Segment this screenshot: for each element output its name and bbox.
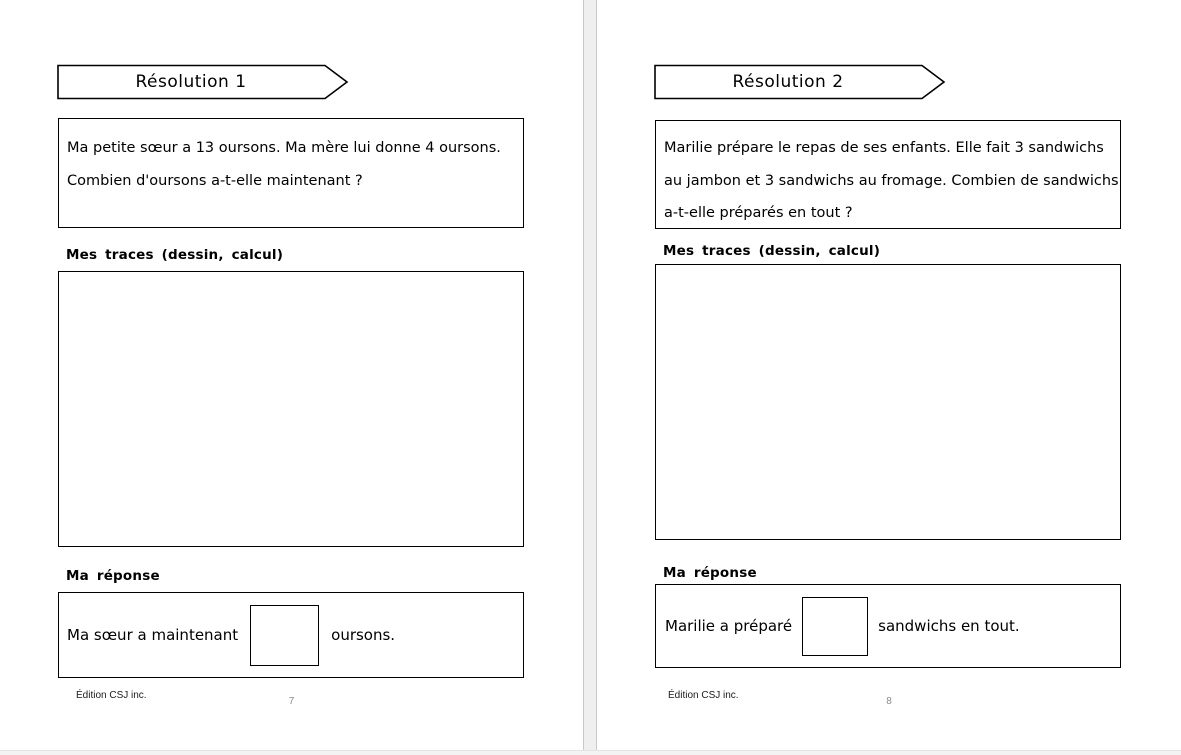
resolution-2-title-banner	[654, 64, 946, 100]
traces-work-area[interactable]	[655, 264, 1121, 540]
answer-fill-in-field[interactable]	[250, 605, 319, 666]
answer-section-label: Ma réponse	[663, 565, 757, 581]
edition-credit: Édition CSJ inc.	[76, 690, 147, 701]
problem-text-line: au jambon et 3 sandwichs au fromage. Combien de sandwichs	[664, 172, 1119, 189]
traces-section-label: Mes traces (dessin, calcul)	[66, 247, 284, 263]
worksheet-page-7	[0, 0, 583, 750]
edition-credit: Édition CSJ inc.	[668, 690, 739, 701]
page-title: Résolution 2	[732, 71, 844, 92]
answer-suffix-text: sandwichs en tout.	[878, 617, 1020, 635]
problem-text-line: a-t-elle préparés en tout ?	[664, 205, 853, 221]
problem-text-line: Combien d'oursons a-t-elle maintenant ?	[67, 173, 363, 189]
problem-text-line: Ma petite sœur a 13 oursons. Ma mère lui donne 4 oursons.	[67, 140, 501, 156]
page-number: 8	[886, 696, 892, 707]
page-title: Résolution 1	[135, 71, 247, 92]
problem-statement-box	[655, 120, 1121, 229]
traces-work-area[interactable]	[58, 271, 524, 547]
answer-prefix-text: Marilie a préparé	[665, 617, 793, 635]
worksheet-page-8	[597, 0, 1181, 750]
page-gap-separator	[583, 0, 597, 750]
bottom-page-gap	[0, 750, 1181, 755]
answer-suffix-text: oursons.	[331, 626, 396, 644]
problem-statement-box	[58, 118, 524, 228]
resolution-1-title-banner	[57, 64, 349, 100]
answer-sentence-box	[58, 592, 524, 678]
problem-text-line: Marilie prépare le repas de ses enfants. Elle fait 3 sandwichs	[664, 140, 1104, 156]
answer-section-label: Ma réponse	[66, 568, 160, 584]
answer-prefix-text: Ma sœur a maintenant	[67, 626, 239, 644]
answer-sentence-box	[655, 584, 1121, 668]
answer-fill-in-field[interactable]	[802, 597, 868, 656]
traces-section-label: Mes traces (dessin, calcul)	[663, 243, 881, 259]
page-number: 7	[288, 696, 295, 707]
